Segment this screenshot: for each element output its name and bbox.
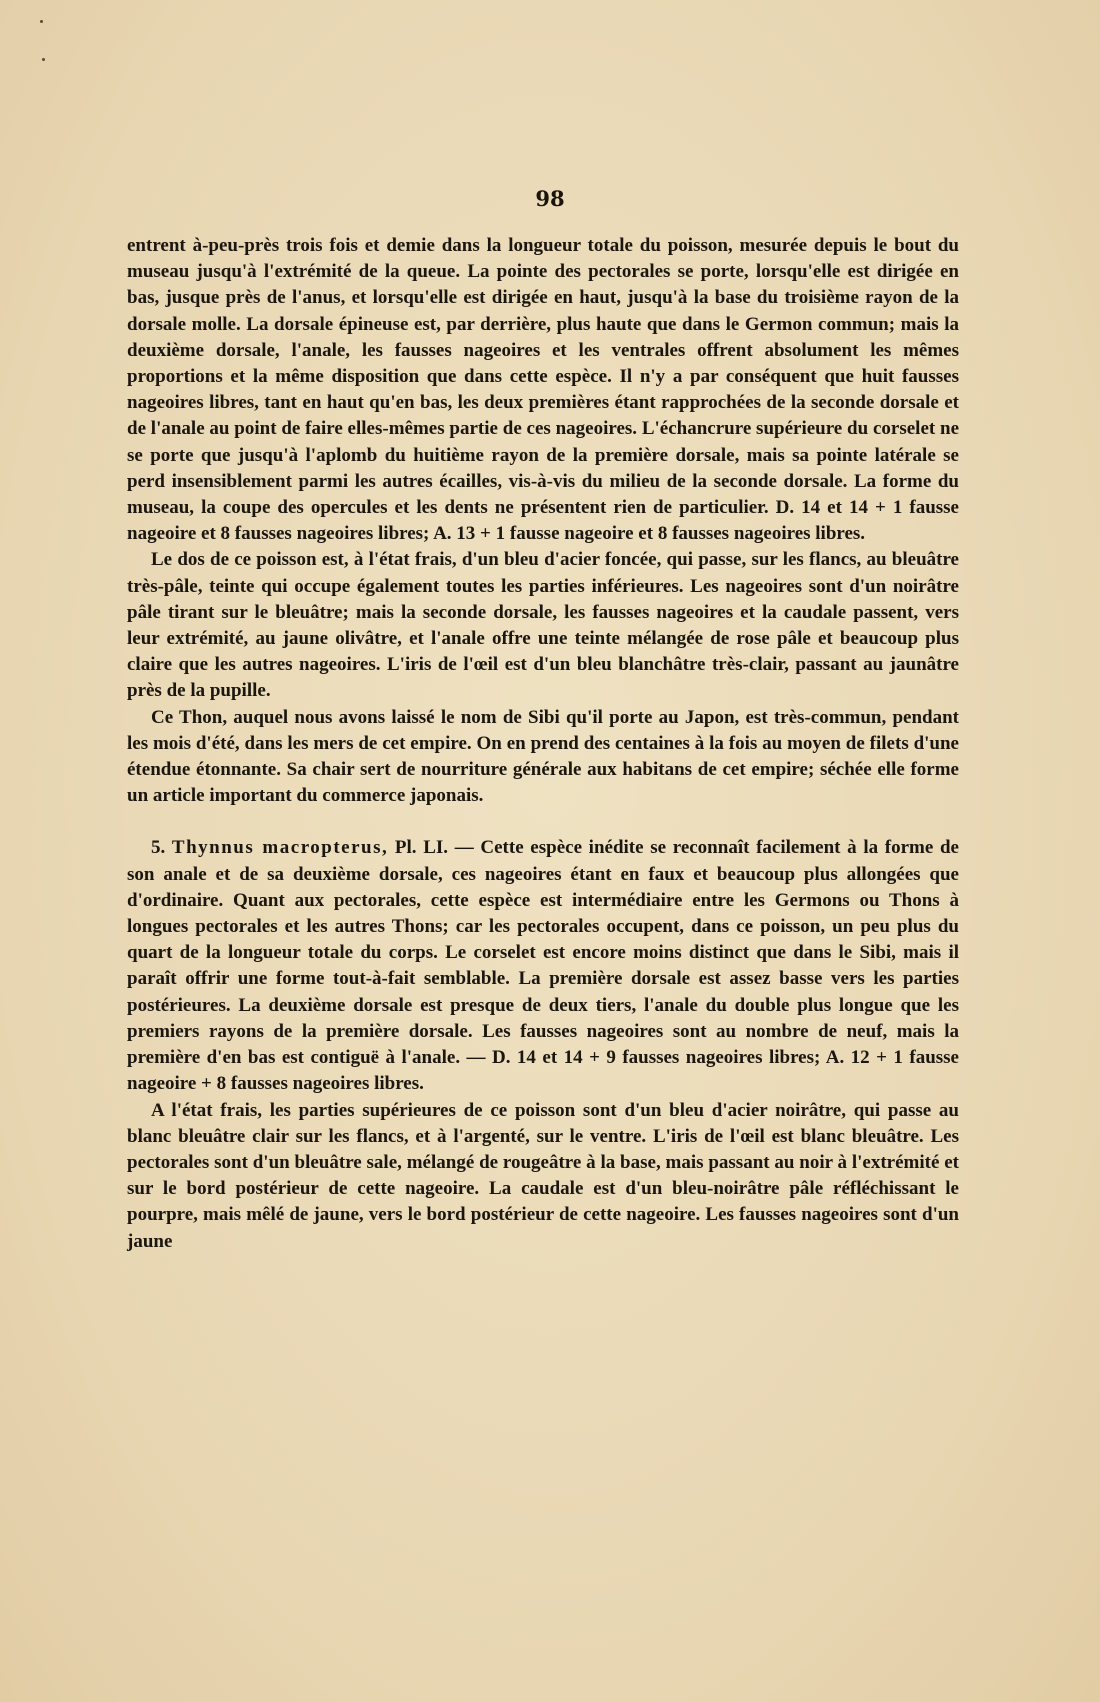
page-number: 98 <box>535 186 565 211</box>
section-text: — Cette espèce inédite se reconnaît facilement à la forme de son anale et de sa deuxième dorsale, ces nageoires étant en faux et beaucoup plus allongées que d'ordinaire. Quant aux pectorales, cette espèce est intermédiaire entre les Germons ou Thons à longues pectorales et les autres Thons; car les pectorales occupent, dans ce poisson, un peu plus du quart de la longueur totale du corps. Le corselet est encore moins distinct que dans le Sibi, mais il paraît offrir une forme tout-à-fait semblable. La première dorsale est assez basse vers les parties postérieures. La deuxième dorsale est presque de deux tiers, l'anale du double plus longue que les premiers rayons de la première dorsale. Les fausses nageoires sont au nombre de neuf, mais la première d'en bas est contiguë à l'anale. — D. 14 et 14 + 9 fausses nageoires libres; A. 12 + 1 fausse nageoire + 8 fausses nageoires libres. <box>127 837 959 1095</box>
paragraph: A l'état frais, les parties supérieures de ce poisson sont d'un bleu d'acier noirâtre, qui passe au blanc bleuâtre clair sur les flancs, et à l'argenté, sur le ventre. L'iris de l'œil est blanc bleuâtre. Les pectorales sont d'un bleuâtre sale, mélangé de rougeâtre à la base, mais passant au noir à l'extrémité et sur le bord postérieur de cette nageoire. La caudale est d'un bleu-noirâtre pâle réfléchissant le pourpre, mais mêlé de jaune, vers le bord postérieur de cette nageoire. Les fausses nageoires sont d'un jaune <box>127 1099 959 1252</box>
paragraph: Le dos de ce poisson est, à l'état frais, d'un bleu d'acier foncée, qui passe, sur les flancs, au bleuâtre très-pâle, teinte qui occupe également toutes les parties inférieures. Les nageoires sont d'un noirâtre pâle tirant sur le bleuâtre; mais la seconde dorsale, les fausses nageoires et la caudale passent, vers leur extrémité, au jaune olivâtre, et l'anale offre une teinte mélangée de rose pâle et beaucoup plus claire que les autres nageoires. L'iris de l'œil est d'un bleu blanchâtre très-clair, passant au jaunâtre près de la pupille. <box>127 549 959 702</box>
plate-reference: Pl. LI. <box>394 837 449 859</box>
section-paragraph <box>127 835 959 1097</box>
section-gap <box>127 809 959 835</box>
species-name: Thynnus macropterus, <box>171 837 389 859</box>
paper-speck <box>40 20 43 23</box>
paper-speck <box>42 58 45 61</box>
paragraph: entrent à-peu-près trois fois et demie dans la longueur totale du poisson, mesurée depuis le bout du museau jusqu'à l'extrémité de la queue. La pointe des pectorales se porte, lorsqu'elle est dirigée en bas, jusque près de l'anus, et lorsqu'elle est dirigée en haut, jusqu'à la base du troisième rayon de la dorsale molle. La dorsale épineuse est, par derrière, plus haute que dans le Germon commun; mais la deuxième dorsale, l'anale, les fausses nageoires et les ventrales offrent absolument les mêmes proportions et la même disposition que dans cette espèce. Il n'y a par conséquent que huit fausses nageoires libres, tant en haut qu'en bas, les deux premières étant rapprochées de la seconde dorsale et de l'anale au point de faire elles-mêmes partie de ces nageoires. L'échancrure supérieure du corselet ne se porte que jusqu'à l'aplomb du huitième rayon de la première dorsale, mais sa pointe latérale se perd insensiblement parmi les autres écailles, vis-à-vis du milieu de la seconde dorsale. La forme du museau, la coupe des opercules et les dents ne présentent rien de particulier. D. 14 et 14 + 1 fausse nageoire et 8 fausses nageoires libres; A. 13 + 1 fausse nageoire et 8 fausses nageoires libres. <box>127 235 959 545</box>
text-body <box>127 233 959 1255</box>
paragraph: Ce Thon, auquel nous avons laissé le nom de Sibi qu'il porte au Japon, est très-commun, pendant les mois d'été, dans les mers de cet empire. On en prend des centaines à la fois au moyen de filets d'une étendue étonnante. Sa chair sert de nourriture générale aux habitans de cet empire; séchée elle forme un article important du commerce japonais. <box>127 706 959 807</box>
section-number: 5. <box>151 837 166 859</box>
